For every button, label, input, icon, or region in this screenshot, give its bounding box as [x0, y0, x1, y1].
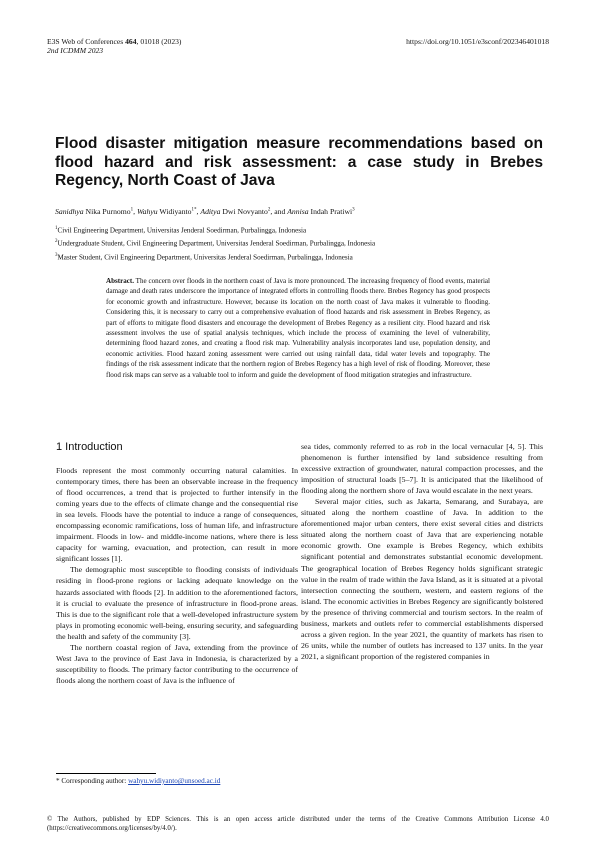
paragraph: The northern coastal region of Java, extending from the province of West Java to the province of East Java in Indonesia, is characterized by a susceptibility to floods. The primary factor contributing to the occurrence of floods along the northern coast of Java is the influence of — [56, 642, 298, 685]
author-affiliation-marker: 2 — [267, 207, 271, 213]
corresponding-author-note: * Corresponding author: wahyu.widiyanto@unsoed.ac.id — [56, 777, 221, 785]
author-given-name: Sanidhya — [55, 207, 84, 216]
author-family-name: Dwi Novyanto — [220, 207, 268, 216]
section-heading: 1 Introduction — [56, 441, 123, 453]
abstract-text: The concern over floods in the northern coast of Java is more pronounced. The increasing frequency of flood events, material damage and death rates underscore the importance of integrated efforts in controlling floods there. Brebes Regency has good prospects for economic growth and infrastructure. However, because its location on the north coast of Java makes it vulnerable to flooding. Considering this, it is necessary to carry out a comprehensive evaluation of flood hazards and risk assessment in Brebes Regency, as part of efforts to mitigate flood disasters and encourage the development of Brebes Regency as a resilient city. Flood hazard and risk assessment involves the use of spatial analysis techniques, which include the process of examining the level of vulnerability, determining flood hazard zones, and creating a flood risk map. Vulnerability analysis incorporates land use, population density, and economic activities. Flood hazard zoning assessment were carried out using rainfall data, tidal water levels and topography. The findings of the risk assessment indicate that the northern region of Brebes Regency has a high level of risk of flooding. Moreover, these flood risk maps can serve as a valuable tool to inform and guide the development of flood mitigation strategies and infrastructure. — [106, 277, 490, 379]
author-affiliation-marker: 3 — [352, 207, 355, 213]
affiliation-list — [55, 223, 375, 263]
affiliation — [55, 250, 375, 263]
right-column — [301, 441, 543, 662]
journal-line: E3S Web of Conferences 464, 01018 (2023) — [47, 37, 182, 46]
abstract — [106, 276, 490, 380]
author-family-name: Widiyanto — [157, 207, 192, 216]
affiliation-text: Undergraduate Student, Civil Engineering Department, Universitas Jenderal Soedirman, Purbalingga, Indonesia — [57, 239, 376, 248]
volume-number: 464 — [125, 37, 137, 46]
author-separator: , — [133, 207, 137, 216]
paper-title: Flood disaster mitigation measure recommendations based on flood hazard and risk assessment: a case study in Brebes Regency, North Coast of Java — [55, 135, 543, 189]
abstract-label: Abstract. — [106, 277, 134, 285]
author-affiliation-marker: 1 — [130, 207, 134, 213]
doi-link[interactable]: https://doi.org/10.1051/e3sconf/202346401018 — [406, 37, 549, 46]
affiliation-number: 2 — [55, 239, 58, 245]
author-separator: , and — [270, 207, 288, 216]
italic-term: rob — [416, 442, 428, 451]
affiliation-text: Master Student, Civil Engineering Department, Universitas Jenderal Soedirman, Purbalingga, Indonesia — [57, 253, 353, 262]
affiliation-number: 3 — [55, 252, 58, 258]
author-family-name: Indah Pratiwi — [308, 207, 353, 216]
running-header — [47, 37, 181, 55]
affiliation — [55, 236, 375, 249]
paragraph: The demographic most susceptible to flooding consists of individuals residing in flood-prone regions or lacking adequate knowledge on the hazards associated with floods [2]. In addition to the aforementioned factors, it is crucial to evaluate the presence of infrastructure in flood-prone areas. This is due to the significant role that a well-developed infrastructure system plays in promoting economic well-being, ensuring security, and safeguarding the health and safety of the community [3]. — [56, 565, 298, 641]
author-family-name: Nika Purnomo — [83, 207, 131, 216]
footnote-divider — [56, 773, 156, 774]
affiliation-number: 1 — [55, 226, 58, 231]
affiliation-text: Civil Engineering Department, Universitas Jenderal Soedirman, Purbalingga, Indonesia — [57, 226, 307, 235]
paragraph: sea tides, commonly referred to as rob in the local vernacular [4, 5]. This phenomenon is further intensified by land subsidence resulting from excessive extraction of groundwater, natural compaction processes, and the imposition of structural loads [5–7]. It is anticipated that the likelihood of flooding along the northern shore of Java would escalate in the next years. — [301, 442, 543, 496]
license-footer: © The Authors, published by EDP Sciences. This is an open access article distributed under the terms of the Creative Commons Attribution License 4.0 (https://creativecommons.org/licenses/by/4.0/). — [47, 816, 549, 832]
paragraph: Several major cities, such as Jakarta, Semarang, and Surabaya, are situated along the northern coastline of Java. In addition to the aforementioned major urban centers, there exist several cities and districts situated along the northern coast of Java that are experiencing notable economic growth. One example is Brebes Regency, which exhibits significant potential and demonstrates substantial economic development. The geographical location of Brebes Regency holds significant strategic value in the realm of trade within the Java Island, as it is situated at a pivotal intersection connecting the southern, western, and eastern regions of the island. The economic activities in Brebes Regency are significantly bolstered by the presence of thriving commercial and tourism sectors. In the realm of business, markets and outlets refer to commercial establishments dispersed across a given region. In the year 2021, the quantity of markets has risen to 26 units, while the number of outlets has increased to 137 units. In the year 2021, a significant proportion of the registered companies in — [301, 497, 543, 661]
affiliation — [55, 223, 375, 236]
author-email-link[interactable]: wahyu.widiyanto@unsoed.ac.id — [128, 777, 221, 785]
author-list — [55, 207, 355, 216]
author-separator: , — [196, 207, 201, 216]
author-given-name: Wahyu — [136, 207, 158, 216]
paragraph: Floods represent the most commonly occurring natural calamities. In contemporary times, there has been an observable increase in the frequency of flood occurrences, a trend that is projected to further intensify in the coming years due to the effects of climate change and the consequential rise in sea levels. Floods have the potential to induce a range of consequences, encompassing economic ramifications, loss of human life, and infrastructure impairment. Floods in low- and middle-income nations, where there is less capacity for warning, evacuation, and protection, can result in more significant losses [1]. — [56, 466, 298, 564]
author-affiliation-marker: 1* — [191, 207, 197, 213]
left-column — [56, 441, 298, 686]
conference-name: 2nd ICDMM 2023 — [47, 46, 104, 55]
author-given-name: Annisa — [287, 207, 309, 216]
author-given-name: Aditya — [200, 207, 221, 216]
